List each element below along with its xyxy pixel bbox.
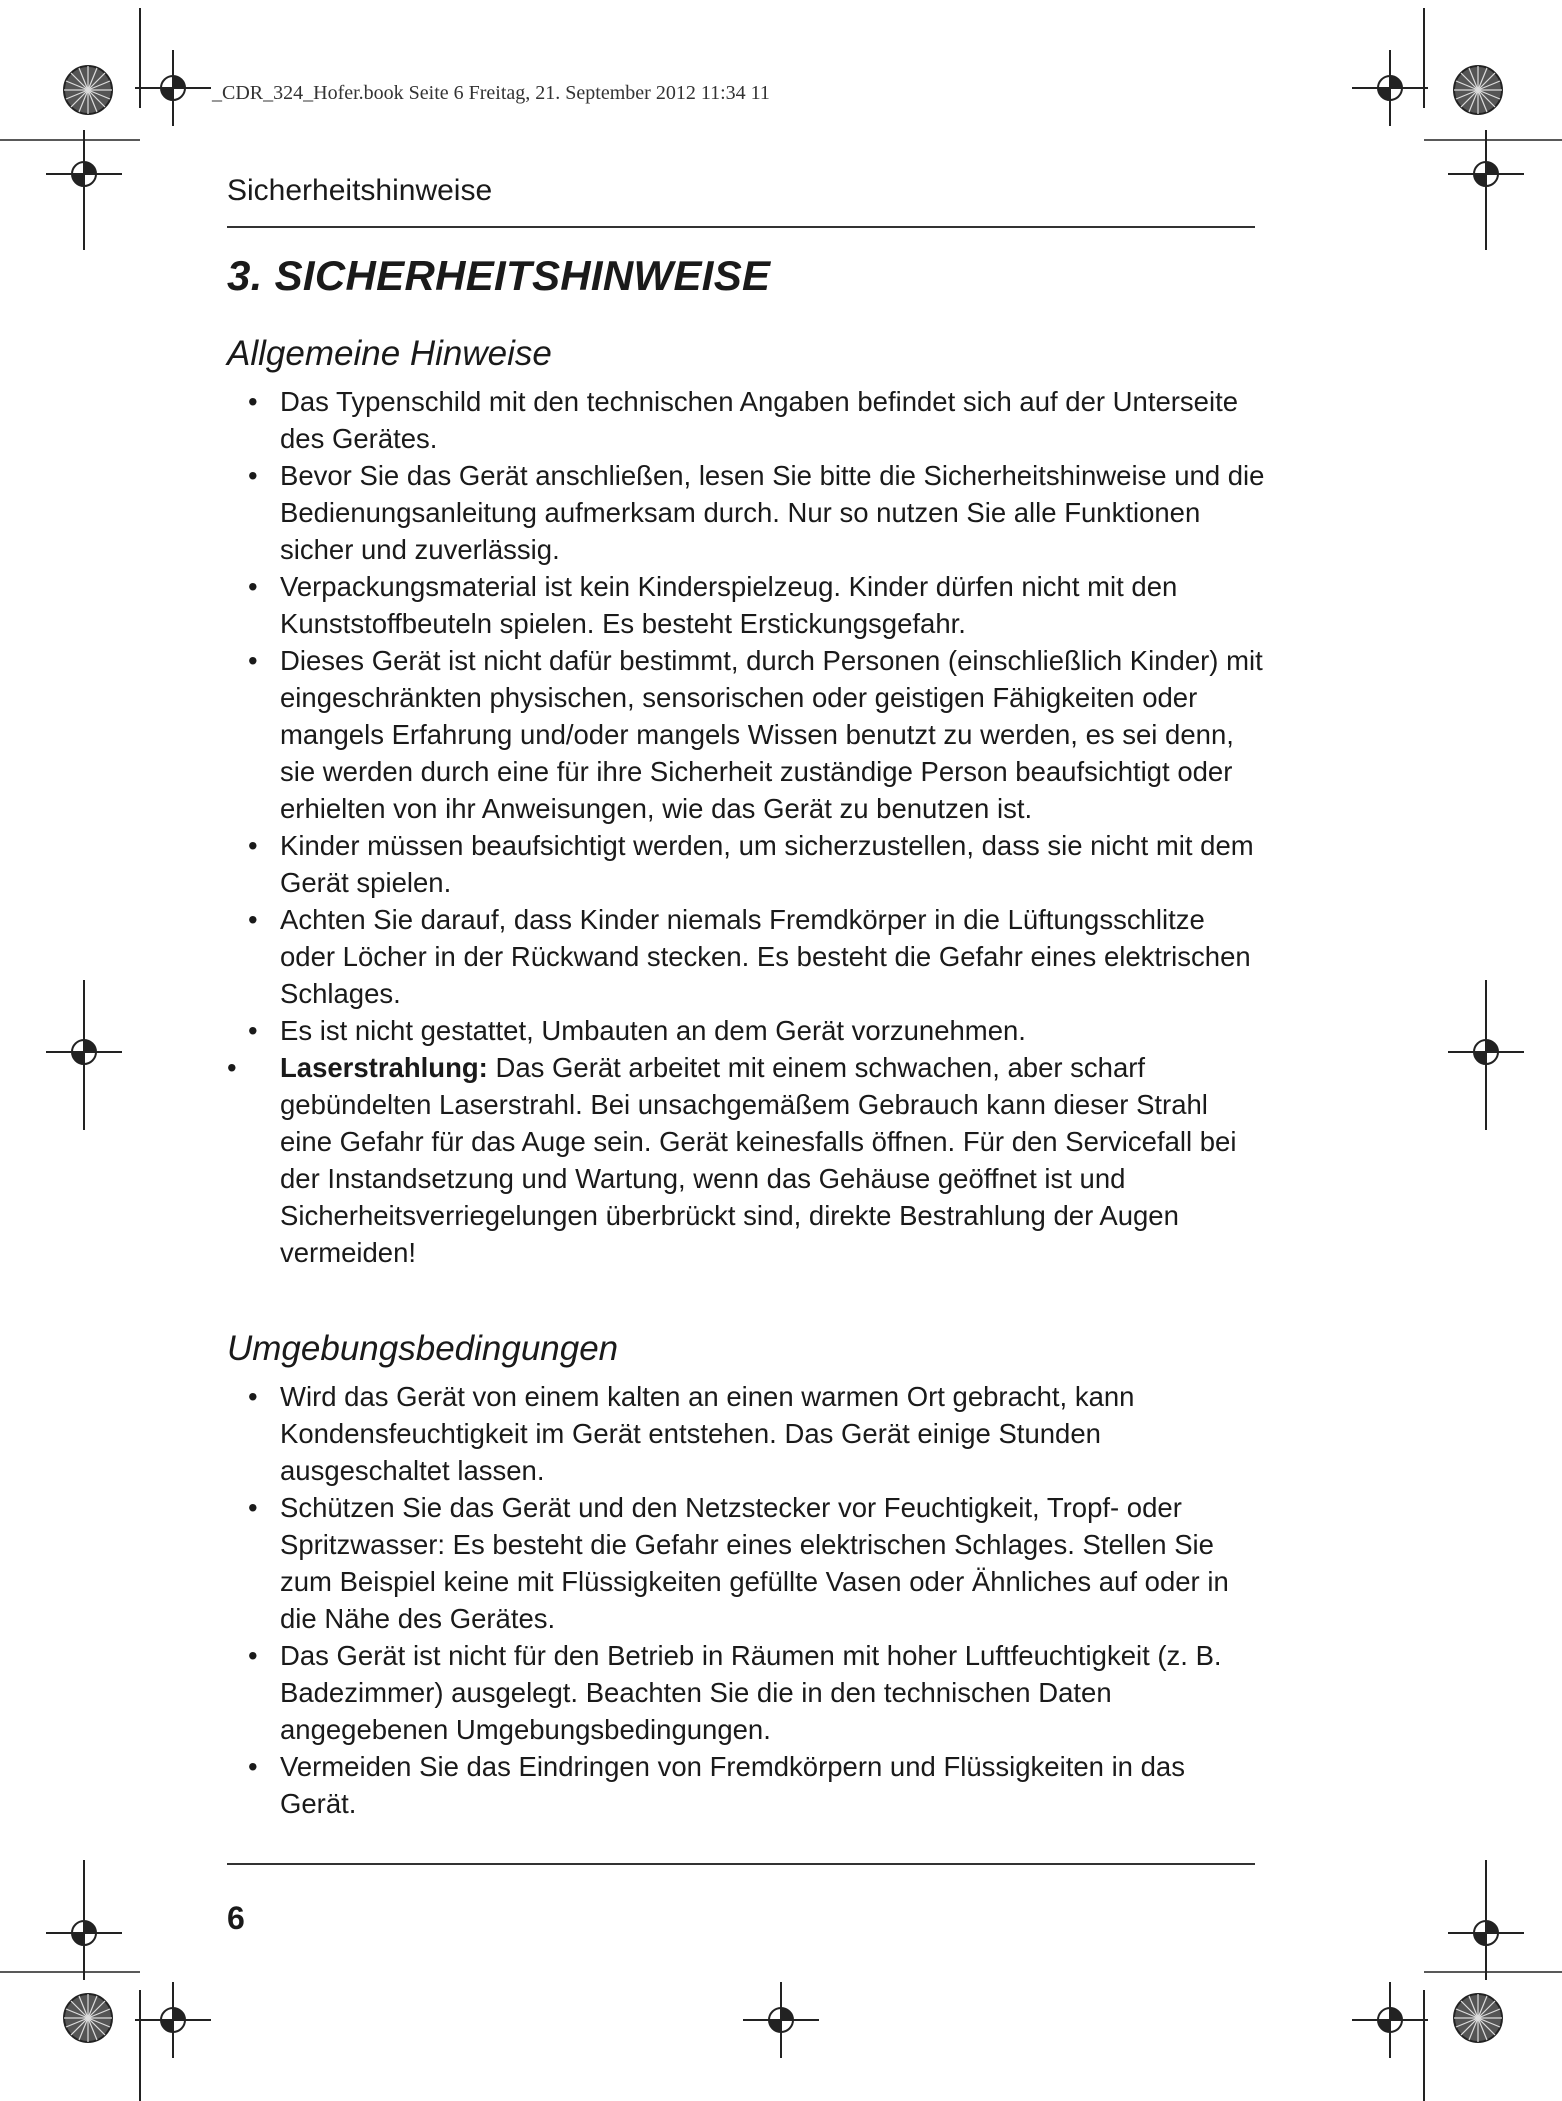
list-item: • Achten Sie darauf, dass Kinder niemals Fremdkörper in die Lüftungsschlitze oder Löcher in der Rückwand stecken. Es besteht die Gefahr eines elektrischen Schlages. xyxy=(227,901,1267,1012)
bullet-icon: • xyxy=(248,1381,258,1412)
footer-rule xyxy=(227,1863,1255,1865)
bullet-icon: • xyxy=(227,1052,237,1083)
section-title-environment: Umgebungsbedingungen xyxy=(227,1329,619,1368)
bullet-icon: • xyxy=(248,904,258,935)
bullet-icon: • xyxy=(248,571,258,602)
print-slug-line: _CDR_324_Hofer.book Seite 6 Freitag, 21. September 2012 11:34 11 xyxy=(212,82,770,104)
environment-list xyxy=(227,1378,1267,1822)
bullet-icon: • xyxy=(248,386,258,417)
page-number: 6 xyxy=(227,1900,245,1936)
laser-warning-item: • Laserstrahlung: Das Gerät arbeitet mit einem schwachen, aber scharf gebündelten Laserstrahl. Bei unsachgemäßem Gebrauch kann dieser Strahl eine Gefahr für das Auge sein. Gerät keinesfalls öffnen. Für den Servicefall bei der Instandsetzung und Wartung, wenn das Gehäuse geöffnet ist und Sicherheitsverriegelungen überbrückt sind, direkte Bestrahlung der Augen vermeiden! xyxy=(227,1049,1267,1271)
bullet-icon: • xyxy=(248,460,258,491)
section-title-general: Allgemeine Hinweise xyxy=(227,334,552,373)
list-item: • Verpackungsmaterial ist kein Kinderspielzeug. Kinder dürfen nicht mit den Kunststoffbeuteln spielen. Es besteht Erstickungsgefahr. xyxy=(227,568,1267,642)
laser-warning-label: Laserstrahlung: xyxy=(280,1052,488,1083)
bullet-icon: • xyxy=(248,1015,258,1046)
list-item: • Schützen Sie das Gerät und den Netzstecker vor Feuchtigkeit, Tropf- oder Spritzwasser: Es besteht die Gefahr eines elektrischen Schlages. Stellen Sie zum Beispiel keine mit Flüssigkeiten gefüllte Vasen oder Ähnliches auf oder in die Nähe des Gerätes. xyxy=(227,1489,1267,1637)
list-item: • Vermeiden Sie das Eindringen von Fremdkörpern und Flüssigkeiten in das Gerät. xyxy=(227,1748,1267,1822)
header-rule xyxy=(227,226,1255,228)
list-item: • Wird das Gerät von einem kalten an einen warmen Ort gebracht, kann Kondensfeuchtigkeit im Gerät entstehen. Das Gerät einige Stunden ausgeschaltet lassen. xyxy=(227,1378,1267,1489)
list-item: • Dieses Gerät ist nicht dafür bestimmt, durch Personen (einschließlich Kinder) mit eingeschränkten physischen, sensorischen oder geistigen Fähigkeiten oder mangels Erfahrung und/oder mangels Wissen benutzt zu werden, es sei denn, sie werden durch eine für ihre Sicherheit zuständige Person beaufsichtigt oder erhielten von ihr Anweisungen, wie das Gerät zu benutzen ist. xyxy=(227,642,1267,827)
general-safety-list xyxy=(227,383,1267,1271)
list-item: • Es ist nicht gestattet, Umbauten an dem Gerät vorzunehmen. xyxy=(227,1012,1267,1049)
list-item: • Bevor Sie das Gerät anschließen, lesen Sie bitte die Sicherheitshinweise und die Bedienungsanleitung aufmerksam durch. Nur so nutzen Sie alle Funktionen sicher und zuverlässig. xyxy=(227,457,1267,568)
list-item: • Das Gerät ist nicht für den Betrieb in Räumen mit hoher Luftfeuchtigkeit (z. B. Badezimmer) ausgelegt. Beachten Sie die in den technischen Daten angegebenen Umgebungsbedingungen. xyxy=(227,1637,1267,1748)
running-header: Sicherheitshinweise xyxy=(227,174,493,207)
bullet-icon: • xyxy=(248,1751,258,1782)
bullet-icon: • xyxy=(248,1492,258,1523)
chapter-title: 3. SICHERHEITSHINWEISE xyxy=(227,252,771,299)
bullet-icon: • xyxy=(248,645,258,676)
bullet-icon: • xyxy=(248,830,258,861)
list-item: • Das Typenschild mit den technischen Angaben befindet sich auf der Unterseite des Gerätes. xyxy=(227,383,1267,457)
bullet-icon: • xyxy=(248,1640,258,1671)
list-item: • Kinder müssen beaufsichtigt werden, um sicherzustellen, dass sie nicht mit dem Gerät spielen. xyxy=(227,827,1267,901)
